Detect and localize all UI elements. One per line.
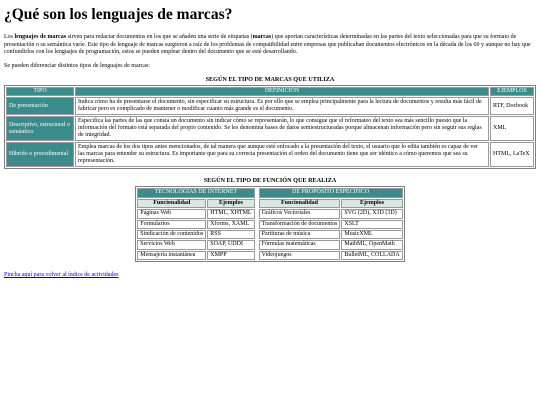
- subheader-ejemplos: Ejemplos: [341, 199, 402, 208]
- intro-paragraph: [4, 34, 536, 57]
- group-internet: TECNOLOGÍAS DE INTERNET: [137, 188, 254, 197]
- cell: MusicXML: [341, 230, 402, 239]
- intro-text: sirven para redactar documentos en los que se añaden una serie de etiquetas (: [66, 34, 253, 40]
- types-intro: Se pueden diferenciar distintos tipos de lenguajes de marcas:: [4, 62, 150, 69]
- subheader-ejemplos: Ejemplos: [207, 199, 254, 208]
- column-gap: [256, 199, 258, 208]
- row-tipo: Descriptivo, estructural o semántico: [6, 116, 74, 141]
- func-group-row: [137, 188, 402, 197]
- row-definicion: Emplea marcas de los dos tipos antes mencionados, de tal manera que aunque esté enfocado a la presentación del texto, el usuario que lo edita también es capaz de ver las marcas para entender su estructura. Es importante que para su correcta presentación el orden del documento tiene que ser idéntico a cómo queremos que sea su representación.: [75, 142, 489, 167]
- group-especifico: DE PROPÓSITO ESPECÍFICO: [259, 188, 403, 197]
- cell: RSS: [207, 230, 254, 239]
- table-row: [6, 116, 534, 141]
- cell: Videojuegos: [259, 251, 341, 260]
- intro-bold-term: lenguajes de marcas: [14, 34, 67, 40]
- table-row: [137, 251, 402, 260]
- cell: Servicios Web: [137, 240, 206, 249]
- row-definicion: Indica cómo ha de presentarse el documento, sin especificar su estructura. Es por ello que se emplea principalmente para la lectura de documentos y resulta más fácil de fabricar pero es complicado de mantener o modificar cuanto más grande es el documento.: [75, 97, 489, 115]
- subheader-funcionalidad: Funcionalidad: [259, 199, 341, 208]
- func-table-caption: SEGÚN EL TIPO DE FUNCIÓN QUE REALIZA: [203, 177, 337, 185]
- intro-text: ) que aportan características determinadas en las partes del texto seleccionadas para que su formato de presentación o su semántica varíe. Este tipo de lenguaje de marcas surgieron a raíz de los problemas de compatibilidad entre empresas que publicaban documentos electrónicos en la década de los 60 y aunque no hay que confundirlos con los lenguajes de programación, estos se pueden emplear dentro del documento que se esté desarrollando.: [4, 34, 531, 56]
- cell: Fórmulas matemáticas: [259, 240, 341, 249]
- subheader-funcionalidad: Funcionalidad: [137, 199, 206, 208]
- row-ejemplos: HTML, LaTeX: [490, 142, 534, 167]
- column-gap: [256, 240, 258, 249]
- cell: Formularios: [137, 220, 206, 229]
- func-subheader-row: [137, 199, 402, 208]
- table-row: [137, 240, 402, 249]
- row-definicion: Especifica las partes de las que consta un documento sin indicar cómo se representarán, lo que consigue que el reformateo del texto sea más sencillo puesto que la información del formato está separada del propio contenido. Se les denomina bases de datos semiestructuradas porque almacenan información pero sin seguir sus reglas de integridad.: [75, 116, 489, 141]
- column-gap: [256, 220, 258, 229]
- cell: XSLT: [341, 220, 402, 229]
- cell: Transformación de documentos: [259, 220, 341, 229]
- cell: Xforms, XAML: [207, 220, 254, 229]
- row-tipo: Híbrido o procedimental: [6, 142, 74, 167]
- cell: BulletML, COLLADA: [341, 251, 402, 260]
- header-tipo: TIPO: [6, 87, 74, 96]
- cell: SVG (2D), X3D (3D): [341, 209, 402, 218]
- types-header-row: [6, 87, 534, 96]
- func-table: [135, 186, 404, 262]
- intro-bold-marcas: marcas: [252, 34, 272, 40]
- back-to-index-link[interactable]: Pincha aquí para volver al índice de actividades: [4, 272, 119, 279]
- cell: Gráficos Vectoriales: [259, 209, 341, 218]
- cell: Partituras de música: [259, 230, 341, 239]
- func-section: [4, 177, 536, 262]
- cell: SOAP, UDDI: [207, 240, 254, 249]
- types-table: [4, 85, 536, 169]
- page-title: ¿Qué son los lenguajes de marcas?: [4, 6, 233, 23]
- column-gap: [256, 209, 258, 218]
- intro-text: Los: [4, 34, 15, 40]
- header-definicion: DEFINICIÓN: [75, 87, 489, 96]
- row-tipo: De presentación: [6, 97, 74, 115]
- row-ejemplos: RTF, Docbook: [490, 97, 534, 115]
- cell: Sindicación de contenidos: [137, 230, 206, 239]
- column-gap: [256, 251, 258, 260]
- types-table-caption: SEGÚN EL TIPO DE MARCAS QUE UTILIZA: [205, 76, 335, 84]
- table-row: [137, 230, 402, 239]
- table-row: [6, 97, 534, 115]
- header-ejemplos: EJEMPLOS: [490, 87, 534, 96]
- cell: XMPP: [207, 251, 254, 260]
- table-row: [137, 220, 402, 229]
- cell: Páginas Web: [137, 209, 206, 218]
- cell: HTML, XHTML: [207, 209, 254, 218]
- table-row: [6, 142, 534, 167]
- table-row: [137, 209, 402, 218]
- cell: MathML, OpenMath: [341, 240, 402, 249]
- column-gap: [256, 188, 258, 197]
- cell: Mensajería instantánea: [137, 251, 206, 260]
- column-gap: [256, 230, 258, 239]
- row-ejemplos: XML: [490, 116, 534, 141]
